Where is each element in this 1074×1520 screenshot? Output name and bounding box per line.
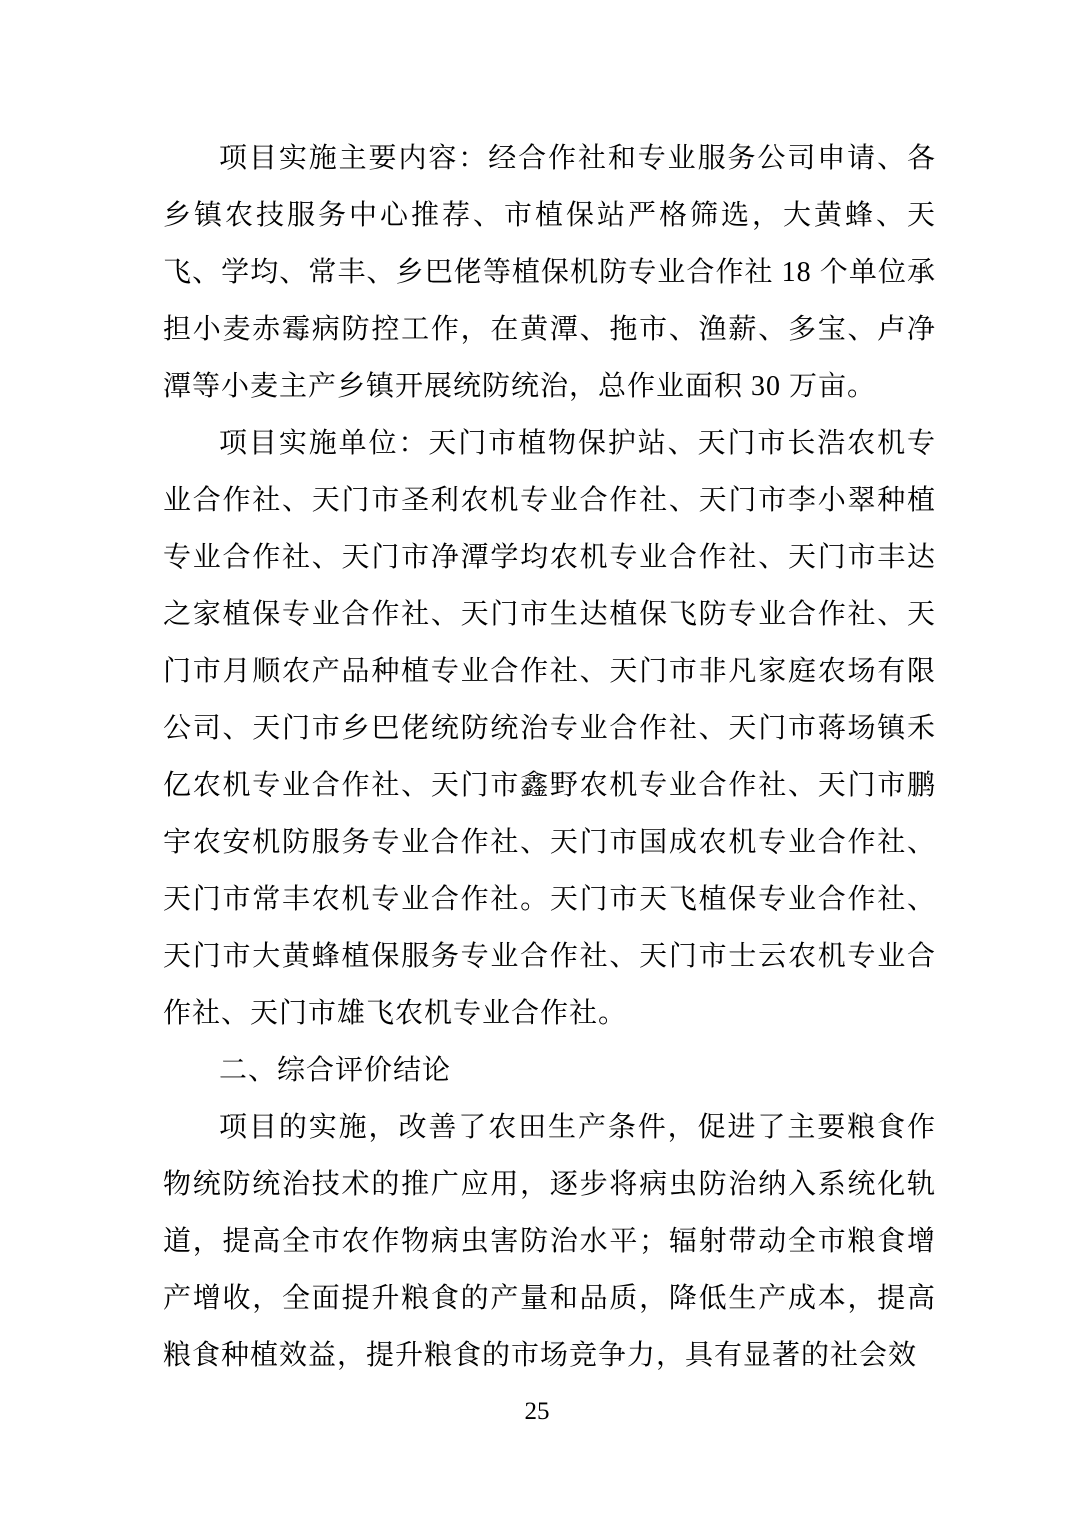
paragraph-project-content: 项目实施主要内容：经合作社和专业服务公司申请、各乡镇农技服务中心推荐、市植保站严格筛选，大黄蜂、天飞、学均、常丰、乡巴佬等植保机防专业合作社 18 个单位承担小麦赤霉病防控工作，在黄潭、拖市、渔薪、多宝、卢净潭等小麦主产乡镇开展统防统治，总作业面积 30 万亩。: [163, 143, 936, 402]
document-body: [163, 130, 936, 1384]
paragraph-implementing-units: 项目实施单位：天门市植物保护站、天门市长浩农机专业合作社、天门市圣利农机专业合作社、天门市李小翠种植专业合作社、天门市净潭学均农机专业合作社、天门市丰达之家植保专业合作社、天门市生达植保飞防专业合作社、天门市月顺农产品种植专业合作社、天门市非凡家庭农场有限公司、天门市乡巴佬统防统治专业合作社、天门市蒋场镇禾亿农机专业合作社、天门市鑫野农机专业合作社、天门市鹏宇农安机防服务专业合作社、天门市国成农机专业合作社、天门市常丰农机专业合作社。天门市天飞植保专业合作社、天门市大黄蜂植保服务专业合作社、天门市士云农机专业合作社、天门市雄飞农机专业合作社。: [163, 428, 936, 1029]
section-heading: 二、综合评价结论: [219, 1055, 452, 1086]
page-number: 25: [524, 1398, 550, 1425]
paragraph-evaluation-conclusion: 项目的实施，改善了农田生产条件，促进了主要粮食作物统防统治技术的推广应用，逐步将病虫防治纳入系统化轨道，提高全市农作物病虫害防治水平；辐射带动全市粮食增产增收，全面提升粮食的产量和品质，降低生产成本，提高粮食种植效益，提升粮食的市场竞争力，具有显著的社会效: [163, 1112, 936, 1371]
